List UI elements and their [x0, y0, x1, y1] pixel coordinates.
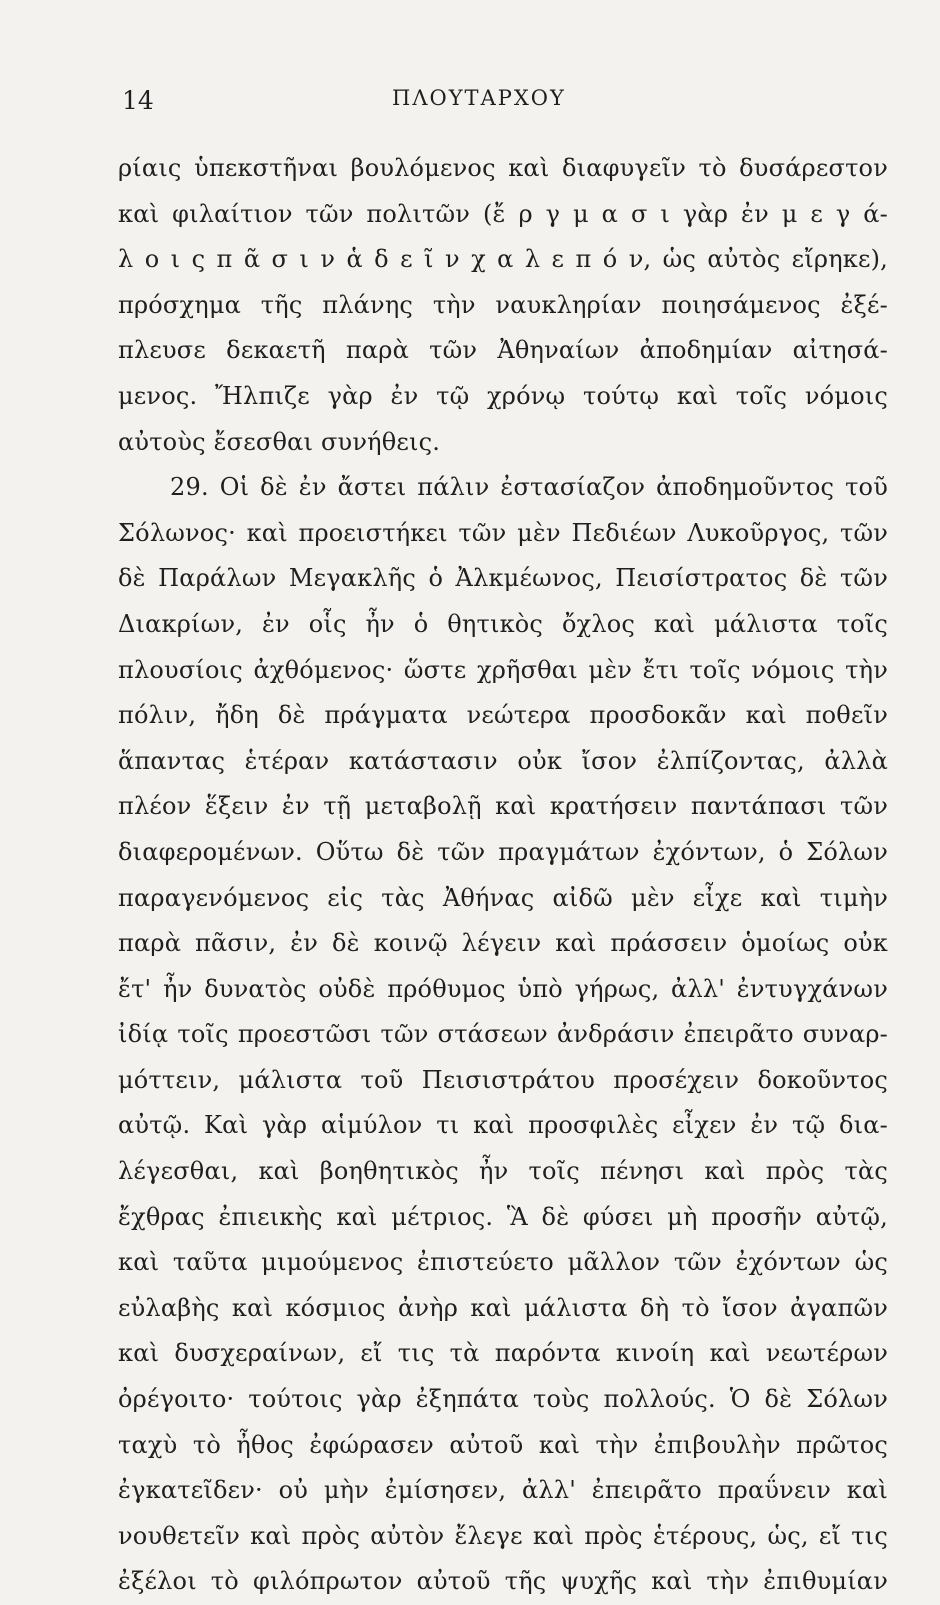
text-line: ἰδίᾳ τοῖς προεστῶσι τῶν στάσεων ἀνδράσιν ἐπειρᾶτο συναρ- — [118, 1020, 888, 1049]
text-line: πόλιν, ἤδη δὲ πράγματα νεώτερα προσδοκᾶν καὶ ποθεῖν — [118, 701, 888, 730]
text-line: ταχὺ τὸ ἦθος ἐφώρασεν αὐτοῦ καὶ τὴν ἐπιβουλὴν πρῶτος — [118, 1430, 888, 1459]
text-line: Σόλωνος· καὶ προειστήκει τῶν μὲν Πεδιέων Λυκοῦργος, τῶν — [118, 518, 888, 547]
text-line: αὐτῷ. Καὶ γὰρ αἱμύλον τι καὶ προσφιλὲς εἶχεν ἐν τῷ δια- — [118, 1111, 888, 1140]
text-line: ὀρέγοιτο· τούτοις γὰρ ἐξηπάτα τοὺς πολλούς. Ὁ δὲ Σόλων — [118, 1385, 888, 1414]
text-line: ἐξέλοι τὸ φιλόπρωτον αὐτοῦ τῆς ψυχῆς καὶ τὴν ἐπιθυμίαν — [118, 1567, 888, 1596]
text-line: πλέον ἕξειν ἐν τῇ μεταβολῇ καὶ κρατήσειν παντάπασι τῶν — [118, 792, 888, 821]
text-line: καὶ δυσχεραίνων, εἴ τις τὰ παρόντα κινοίη καὶ νεωτέρων — [118, 1339, 888, 1368]
text-line: νουθετεῖν καὶ πρὸς αὐτὸν ἔλεγε καὶ πρὸς ἑτέρους, ὡς, εἴ τις — [118, 1521, 888, 1550]
text-line: ἐγκατεῖδεν· οὐ μὴν ἐμίσησεν, ἀλλ' ἐπειρᾶτο πραΰνειν καὶ — [118, 1476, 888, 1505]
text-line: ρίαις ὑπεκστῆναι βουλόμενος καὶ διαφυγεῖν τὸ δυσάρεστον — [118, 154, 888, 182]
text-line: διαφερομένων. Οὕτω δὲ τῶν πραγμάτων ἐχόντων, ὁ Σόλων — [118, 837, 888, 866]
text-line: ἔτ' ἦν δυνατὸς οὐδὲ πρόθυμος ὑπὸ γήρως, ἀλλ' ἐντυγχάνων — [118, 974, 888, 1003]
text-line: λέγεσθαι, καὶ βοηθητικὸς ἦν τοῖς πένησι καὶ πρὸς τὰς — [118, 1157, 888, 1186]
text-line: αὐτοὺς ἔσεσθαι συνήθεις. — [118, 427, 441, 456]
text-line: μόττειν, μάλιστα τοῦ Πεισιστράτου προσέχειν δοκοῦντος — [118, 1065, 888, 1094]
body-text — [118, 146, 888, 1605]
text-line: ἔχθρας ἐπιεικὴς καὶ μέτριος. Ἃ δὲ φύσει μὴ προσῆν αὐτῷ, — [118, 1202, 888, 1231]
running-title: ΠΛΟΥΤΑΡΧΟΥ — [392, 86, 566, 110]
text-line: Διακρίων, ἐν οἷς ἦν ὁ θητικὸς ὄχλος καὶ μάλιστα τοῖς — [118, 609, 888, 638]
text-line: καὶ ταῦτα μιμούμενος ἐπιστεύετο μᾶλλον τῶν ἐχόντων ὡς — [118, 1248, 888, 1277]
chapter-start-line: 29. Οἱ δὲ ἐν ἄστει πάλιν ἐστασίαζον ἀποδημοῦντος τοῦ — [170, 473, 888, 502]
text-line: εὐλαβὴς καὶ κόσμιος ἀνὴρ καὶ μάλιστα δὴ τὸ ἴσον ἀγαπῶν — [118, 1293, 888, 1322]
text-line: πλουσίοις ἀχθόμενος· ὥστε χρῆσθαι μὲν ἔτι τοῖς νόμοις τὴν — [118, 655, 888, 684]
text-line: καὶ φιλαίτιον τῶν πολιτῶν (ἔ ρ γ μ α σ ι γὰρ ἐν μ ε γ ά- — [118, 199, 888, 228]
text-line: ἅπαντας ἑτέραν κατάστασιν οὐκ ἴσον ἐλπίζοντας, ἀλλὰ — [118, 746, 888, 775]
text-line: μενος. Ἤλπιζε γὰρ ἐν τῷ χρόνῳ τούτῳ καὶ τοῖς νόμοις — [118, 381, 888, 410]
text-line: δὲ Παράλων Μεγακλῆς ὁ Ἀλκμέωνος, Πεισίστρατος δὲ τῶν — [118, 564, 888, 593]
text-line: παρὰ πᾶσιν, ἐν δὲ κοινῷ λέγειν καὶ πράσσειν ὁμοίως οὐκ — [118, 929, 888, 958]
text-line: πλευσε δεκαετῆ παρὰ τῶν Ἀθηναίων ἀποδημίαν αἰτησά- — [118, 336, 888, 365]
page-header — [122, 86, 882, 126]
text-line: λ ο ι ς π ᾶ σ ι ν ἁ δ ε ῖ ν χ α λ ε π ό ν, ὡς αὐτὸς εἴρηκε), — [118, 245, 888, 274]
page-number: 14 — [122, 86, 154, 115]
text-line: πρόσχημα τῆς πλάνης τὴν ναυκληρίαν ποιησάμενος ἐξέ- — [118, 290, 888, 319]
text-line: παραγενόμενος εἰς τὰς Ἀθήνας αἰδῶ μὲν εἶχε καὶ τιμὴν — [118, 883, 888, 912]
